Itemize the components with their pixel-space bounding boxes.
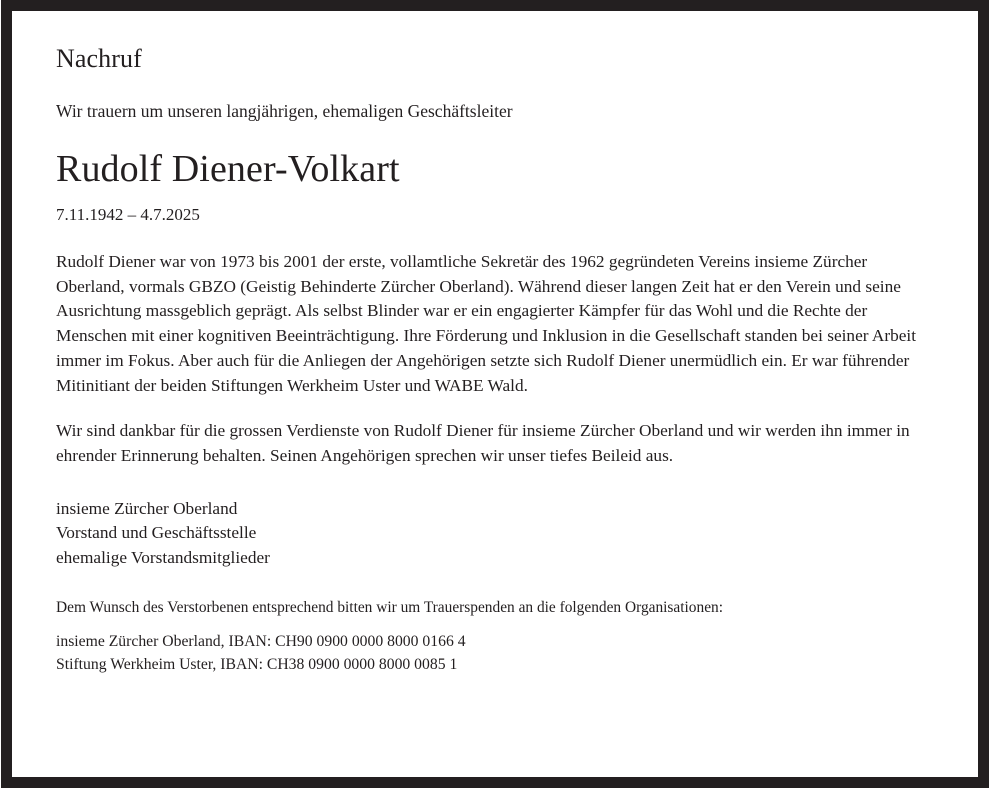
notice-lede: Wir trauern um unseren langjährigen, ehemaligen Geschäftsleiter <box>56 101 513 121</box>
tribute-paragraph-1: Rudolf Diener war von 1973 bis 2001 der erste, vollamtliche Sekretär des 1962 gegründeten Vereins insieme Zürcher Oberland, vormals GBZO (Geistig Behinderte Zürcher Oberland). Während dieser langen Zeit hat er den Verein und seine Ausrichtung massgeblich geprägt. Als selbst Blinder war er ein engagierter Kämpfer für das Wohl und die Rechte der Menschen mit einer kognitiven Beeinträchtigung. Ihre Förderung und Inklusion in die Gesellschaft standen bei seiner Arbeit immer im Fokus. Aber auch für die Anliegen der Angehörigen setzte sich Rudolf Diener unermüdlich ein. Er war führender Mitinitiant der beiden Stiftungen Werkheim Uster und WABE Wald. <box>56 252 917 395</box>
tribute-paragraph-2: Wir sind dankbar für die grossen Verdienste von Rudolf Diener für insieme Zürcher Oberland und wir werden ihn immer in ehrender Erinnerung behalten. Seinen Angehörigen sprechen wir unser tiefes Beileid aus. <box>56 421 910 465</box>
donation-list <box>56 618 934 676</box>
life-dates: 7.11.1942 – 4.7.2025 <box>56 205 200 224</box>
signature-line: Vorstand und Geschäftsstelle <box>56 523 257 543</box>
donation-line: Stiftung Werkheim Uster, IBAN: CH38 0900 0000 8000 0085 1 <box>56 656 458 674</box>
obituary-border-frame <box>1 0 989 788</box>
deceased-name: Rudolf Diener-Volkart <box>56 148 400 190</box>
signature-line: insieme Zürcher Oberland <box>56 498 238 518</box>
donation-line: insieme Zürcher Oberland, IBAN: CH90 0900 0000 8000 0166 4 <box>56 633 466 651</box>
signature-line: ehemalige Vorstandsmitglieder <box>56 547 270 567</box>
donation-intro: Dem Wunsch des Verstorbenen entsprechend bitten wir um Trauerspenden an die folgenden Organisationen: <box>56 599 724 617</box>
signature-block <box>56 469 934 571</box>
obituary-notice <box>12 11 978 777</box>
notice-kicker: Nachruf <box>56 44 142 73</box>
